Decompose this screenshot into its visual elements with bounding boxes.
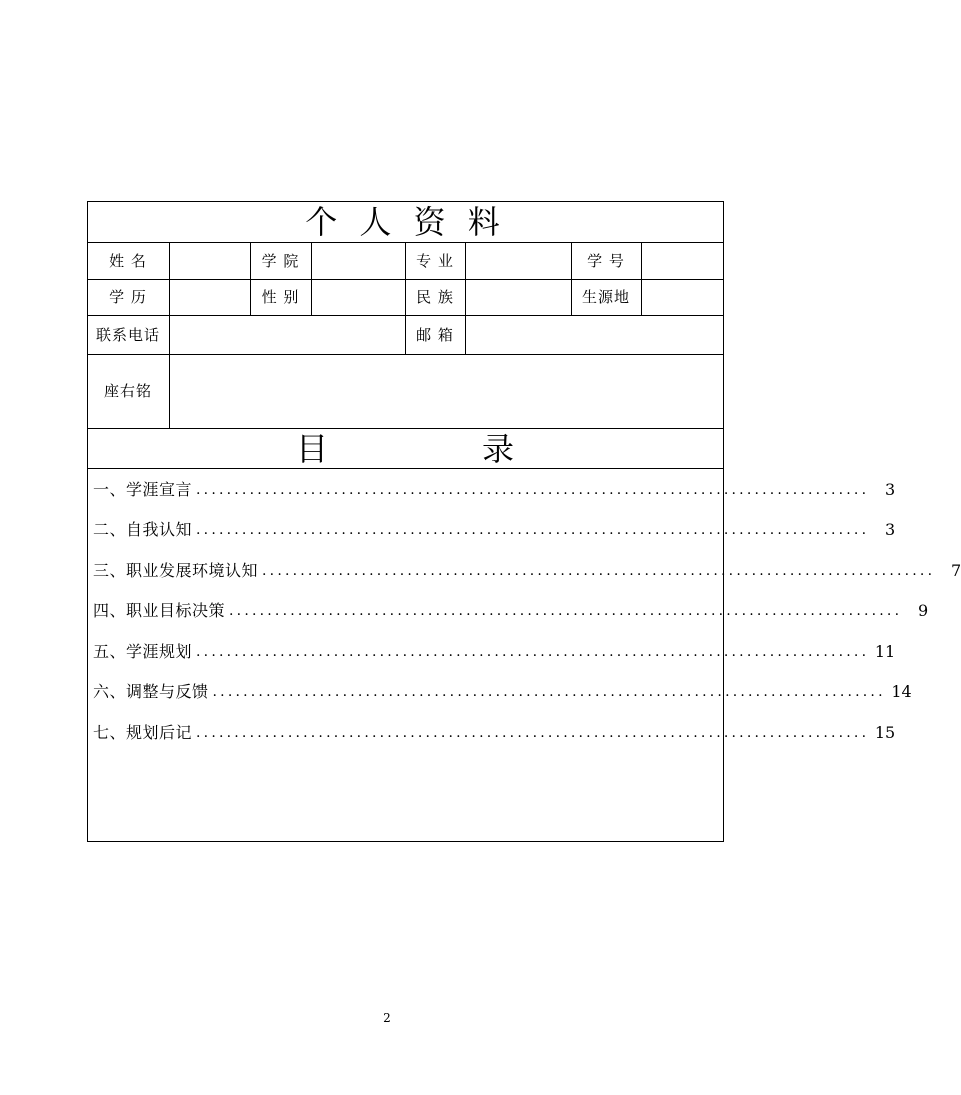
toc-item-page: 3	[885, 520, 896, 539]
toc-item-label: 一、学涯宣言	[93, 480, 193, 499]
toc-item-label: 六、调整与反馈	[93, 682, 209, 701]
label-email: 邮 箱	[416, 326, 454, 344]
label-ethnicity: 民 族	[416, 288, 454, 306]
toc-leader-dots: ........................................................................................	[196, 482, 870, 498]
toc-item-page: 9	[918, 601, 929, 620]
toc-item-label: 三、职业发展环境认知	[93, 561, 259, 580]
toc-item-4[interactable]	[93, 600, 929, 622]
toc-item-7[interactable]	[93, 722, 896, 744]
toc-leader-dots: ........................................................................................	[262, 563, 936, 579]
label-education: 学 历	[109, 288, 147, 306]
toc-item-page: 3	[885, 480, 896, 499]
col-rule-3	[311, 242, 312, 315]
col-rule-5	[465, 242, 466, 354]
toc-item-label: 四、职业目标决策	[93, 601, 226, 620]
label-phone: 联系电话	[95, 326, 160, 344]
rule-row3	[87, 354, 724, 355]
toc-leader-dots: ........................................................................................	[229, 603, 903, 619]
toc-item-label: 七、规划后记	[93, 723, 193, 742]
toc-item-page: 7	[951, 561, 961, 580]
toc-item-6[interactable]	[93, 681, 912, 703]
label-origin: 生源地	[581, 288, 630, 306]
label-motto: 座右铭	[103, 382, 152, 400]
label-gender: 性 别	[261, 288, 300, 306]
rule-row4	[87, 428, 724, 429]
toc-item-5[interactable]	[93, 641, 896, 663]
label-college: 学 院	[261, 252, 300, 270]
toc-item-3[interactable]	[93, 560, 961, 582]
rule-under-toc-title	[87, 468, 724, 469]
page-number: 2	[383, 1011, 391, 1025]
label-major: 专 业	[416, 252, 454, 270]
toc-title-left: 目	[296, 430, 329, 468]
toc-item-1[interactable]	[93, 479, 896, 501]
toc-leader-dots: ........................................................................................	[196, 644, 870, 660]
toc-item-page: 15	[874, 723, 896, 742]
toc-leader-dots: ........................................................................................	[196, 522, 870, 538]
label-student-id: 学 号	[587, 252, 625, 270]
col-rule-7	[641, 242, 642, 315]
label-name: 姓 名	[109, 252, 147, 270]
toc-item-page: 14	[891, 682, 912, 701]
toc-leader-dots: ........................................................................................	[212, 684, 886, 700]
col-rule-1	[169, 242, 170, 428]
profile-title: 个 人 资 料	[305, 203, 506, 241]
toc-item-2[interactable]	[93, 519, 896, 541]
toc-leader-dots: ........................................................................................	[196, 725, 870, 741]
toc-item-label: 五、学涯规划	[93, 642, 193, 661]
toc-item-label: 二、自我认知	[93, 520, 193, 539]
toc-title-right: 录	[482, 430, 515, 468]
toc-item-page: 11	[874, 642, 896, 661]
